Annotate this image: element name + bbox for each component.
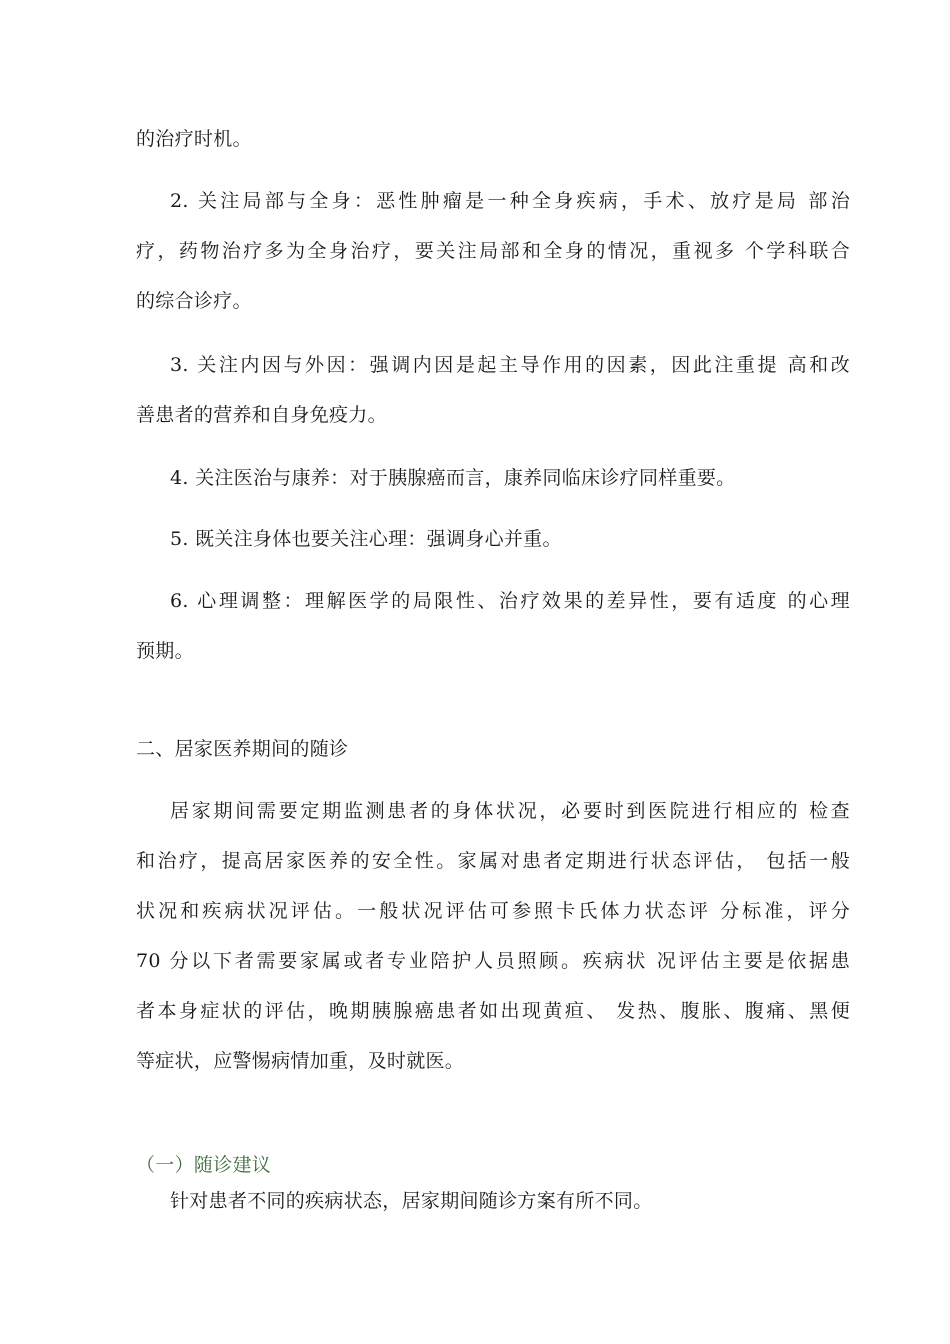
list-item-4: 4. 关注医治与康养：对于胰腺癌而言，康养同临床诊疗同样重要。 bbox=[170, 467, 736, 489]
subsection-heading: （一）随诊建议 bbox=[136, 1154, 272, 1176]
list-item-2-line-3: 的综合诊疗。 bbox=[136, 290, 252, 312]
paragraph-line-4: 70 分以下者需要家属或者专业陪护人员照顾。疾病状 况评估主要是依据患 bbox=[136, 950, 850, 972]
list-item-3-line-1: 3. 关注内因与外因：强调内因是起主导作用的因素，因此注重提 高和改 bbox=[170, 354, 850, 376]
paragraph-line-2: 和治疗，提高居家医养的安全性。家属对患者定期进行状态评估， 包括一般 bbox=[136, 850, 850, 872]
section-heading: 二、居家医养期间的随诊 bbox=[136, 738, 349, 760]
paragraph-line-5: 者本身症状的评估，晚期胰腺癌患者如出现黄疸、 发热、腹胀、腹痛、黑便 bbox=[136, 1000, 850, 1022]
text-line: 的治疗时机。 bbox=[136, 128, 252, 150]
list-item-3-line-2: 善患者的营养和自身免疫力。 bbox=[136, 404, 387, 426]
list-item-6-line-2: 预期。 bbox=[136, 640, 194, 662]
paragraph-line-1: 居家期间需要定期监测患者的身体状况，必要时到医院进行相应的 检查 bbox=[170, 800, 850, 822]
subsection-text: 针对患者不同的疾病状态，居家期间随诊方案有所不同。 bbox=[170, 1190, 653, 1212]
list-item-2-line-2: 疗，药物治疗多为全身治疗，要关注局部和全身的情况，重视多 个学科联合 bbox=[136, 240, 850, 262]
list-item-5: 5. 既关注身体也要关注心理：强调身心并重。 bbox=[170, 528, 562, 550]
list-item-2-line-1: 2. 关注局部与全身：恶性肿瘤是一种全身疾病，手术、放疗是局 部治 bbox=[170, 190, 850, 212]
paragraph-line-6: 等症状，应警惕病情加重，及时就医。 bbox=[136, 1050, 465, 1072]
paragraph-line-3: 状况和疾病状况评估。一般状况评估可参照卡氏体力状态评 分标准，评分 bbox=[136, 900, 850, 922]
list-item-6-line-1: 6. 心理调整：理解医学的局限性、治疗效果的差异性，要有适度 的心理 bbox=[170, 590, 850, 612]
